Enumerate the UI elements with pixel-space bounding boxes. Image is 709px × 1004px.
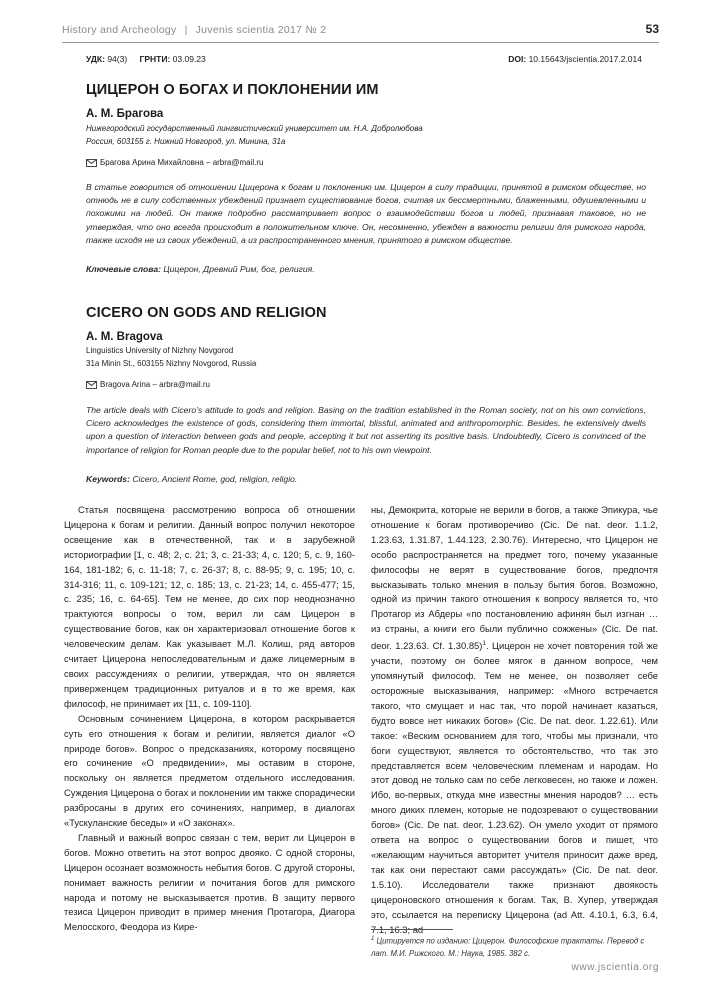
footnote-marker: 1 (371, 936, 375, 942)
doi (508, 54, 642, 64)
body-column-left (64, 503, 355, 935)
journal-section: History and Archeology (62, 24, 177, 36)
grnti-label: ГРНТИ: (139, 54, 171, 64)
body-paragraph: Статья посвящена рассмотрению вопроса об отношении Цицерона к богам и религии. Данный вопрос получил некоторое освещение как в отечественной, так и в зарубежной историографии [1, с. 48; 2, с. 21; 3, с. 21-33; 4, с. 120; 5, с. 9, 160-164, 181-182; 6, с. 11-18; 7, с. 26-37; 8, с. 88-95; 9, с. 195; 10, с. 314-316; 11, с. 109-121; 12, с. 185; 13, с. 21-23; 14, с. 455-477; 15, с. 235; 16, с. 64-65]. Тем не менее, до сих пор неоднозначно трактуются вопросы о том, верил ли сам Цицерон в существование богов, как он характеризовал отношение богов к человеческим делам. Как указывает М.Л. Колиш, ряд авторов считает Цицерона непоследовательным и даже лицемерным в своих рассуждениях о религии, утверждая, что он является приверженцем традиционных ритуалов и в то же время, как философ, не принимает их [11, с. 109-110]. (64, 504, 355, 709)
grnti-value: 03.09.23 (172, 54, 206, 64)
keywords-ru-text: Цицерон, Древний Рим, бог, религия. (163, 264, 315, 274)
title-ru: ЦИЦЕРОН О БОГАХ И ПОКЛОНЕНИИ ИМ (86, 82, 379, 98)
abstract-en: The article deals with Cicero’s attitude to gods and religion. Basing on the tradition established in the Roman society, not on his own convictions, Cicero acknowledges the existence of gods, considering them immortal, blissful, animated and anthropomorphic. Besides, he extensively dwells upon a question of interaction between gods and people, accepting it but not asserting its positive basis. Undoubtedly, Cicero is convinced of the importance of religion for Roman people due to the popular belief, not to his own viewpoint. (86, 405, 646, 455)
affiliation-en-1: Linguistics University of Nizhny Novgorod (86, 346, 234, 355)
keywords-ru-label: Ключевые слова: (86, 264, 161, 274)
footnote-text: Цитируется по изданию: Цицерон. Философские трактаты. Перевод с лат. М.И. Рижского. М.: Наука, 1985. 382 с. (371, 936, 645, 958)
body-column-right (371, 503, 658, 937)
udk-value: 94(3) (107, 54, 128, 64)
doi-value[interactable]: 10.15643/jscientia.2017.2.014 (528, 54, 642, 64)
page-number: 53 (645, 22, 659, 36)
footnote (371, 933, 658, 960)
site-url[interactable]: www.jscientia.org (571, 962, 659, 973)
journal-issue: Juvenis scientia 2017 № 2 (195, 24, 327, 36)
affiliation-en-2: 31a Minin St., 603155 Nizhny Novgorod, Russia (86, 359, 257, 368)
udk-label: УДК: (86, 54, 105, 64)
article-meta (86, 54, 642, 64)
keywords-en-label: Keywords: (86, 474, 130, 484)
title-en: CICERO ON GODS AND RELIGION (86, 305, 327, 321)
footnote-divider (371, 929, 453, 930)
header-separator: | (184, 24, 188, 36)
body-paragraph (371, 503, 658, 937)
email-en-text[interactable]: Bragova Arina – arbra@mail.ru (100, 380, 210, 389)
envelope-icon (86, 381, 97, 389)
body-text: . Цицерон не хочет повторения той же участи, поэтому он более мягок в данном вопросе, чем упомянутый философ. Тем не менее, он позволяет себе осторожные высказывания, например: «Много встречается такого, что смущает и нас так, что порой начинает казаться, будто вовсе нет никаких богов» (Cic. De nat. deor. 1.22.61). Или такое: «Веским основанием для того, чтобы мы признали, что боги существуют, является то обстоятельство, что так это представляется всем человеческим племенам и народам. Но этот довод не только сам по себе легковесен, но также и ложен. Ибо, во-первых, откуда мне известны мнения народов? … есть много диких племен, которые не подозревают о существовании богов» (Cic. De nat. deor. 1.23.62). Он умело уходит от прямого ответа на вопрос о существовании богов и пишет, что «желающим научиться авторитет учителя приносит даже вред, так как они перестают сами рассуждать» (Cic. De nat. deor. 1.5.10). Исследователи также признают двоякость цицероновского отношения к богам. Так, В. Хупер, утверждая это, ссылается на переписку Цицерона (ad Att. 4.10.1, 6.3, 6.4, 7.1, 16.3; ad (371, 640, 658, 935)
body-text: ны, Демокрита, которые не верили в богов, а также Эпикура, чье отношение к богам противоречиво (Cic. De nat. deor. 1.1.2, 1.23.63, 1.31.87, 1.44.123, 2.30.76). Интересно, что Цицерон не особо распространяется на предмет того, почему указанные философы не верят в существование богов, предпочтя высказывать только мнения в пользу бытия богов. Возможно, одной из причин такого отношения к вопросу является то, что Протагор из Абдеры «по постановлению афинян был изгнан … из страны, а книги его были публично сожжены» (Cic. De nat. deor. 1.23.63. Cf. 1.30.85) (371, 504, 658, 652)
footnote-ref[interactable]: 1 (482, 640, 487, 648)
envelope-icon (86, 159, 97, 167)
email-ru (86, 158, 264, 167)
affiliation-ru-1: Нижегородский государственный лингвистический университет им. Н.А. Добролюбова (86, 124, 423, 133)
body-paragraph: Основным сочинением Цицерона, в котором раскрывается суть его отношения к богам и религии, является диалог «О природе богов». Вопрос о предсказаниях, которому посвящено его сочинение «О предвидении», мы оставим в стороне, поскольку он является предметом отдельного исследования. Суждения Цицерона о богах и поклонении им также спорадически разбросаны в других его сочинениях, например, в диалогах «Тускуланские беседы» и «О законах». (64, 712, 355, 829)
body-paragraph: Главный и важный вопрос связан с тем, верит ли Цицерон в богов. Можно ответить на этот вопрос двояко. С одной стороны, Цицерон осознает возможность небытия богов. С другой стороны, понимает важность религии и почитания богов для римского народа и потому не высказывается против. В защиту первого тезиса Цицерон приводит в пример мнения Протагора, Диагора Мелосского, Феодора из Кире- (64, 831, 355, 933)
journal-line (62, 24, 326, 36)
author-ru: А. М. Брагова (86, 108, 164, 120)
keywords-en (86, 474, 297, 484)
keywords-en-text: Cicero, Ancient Rome, god, religion, religio. (132, 474, 298, 484)
author-en: A. M. Bragova (86, 331, 163, 343)
email-ru-text[interactable]: Брагова Арина Михайловна – arbra@mail.ru (100, 158, 264, 167)
email-en (86, 380, 210, 389)
doi-label: DOI: (508, 54, 527, 64)
keywords-ru (86, 264, 315, 274)
affiliation-ru-2: Россия, 603155 г. Нижний Новгород, ул. Минина, 31а (86, 137, 286, 146)
running-header (62, 20, 659, 43)
abstract-ru: В статье говорится об отношении Цицерона к богам и поклонению им. Цицерон в силу традиции, принятой в римском обществе, но отнюдь не в силу собственных убеждений признает существование богов, считая их бессмертными, блаженными, одушевленными и похожими на людей. Он также подробно рассматривает вопрос о взаимодействии богов и людей, признавая таковое, но не утверждая, что оно всегда происходит в положительном ключе. Он, несомненно, убежден в важности религии для римского народа, также исходя не из своих убеждений, а из распространенного мнения, принятого в римском обществе. (86, 182, 646, 245)
